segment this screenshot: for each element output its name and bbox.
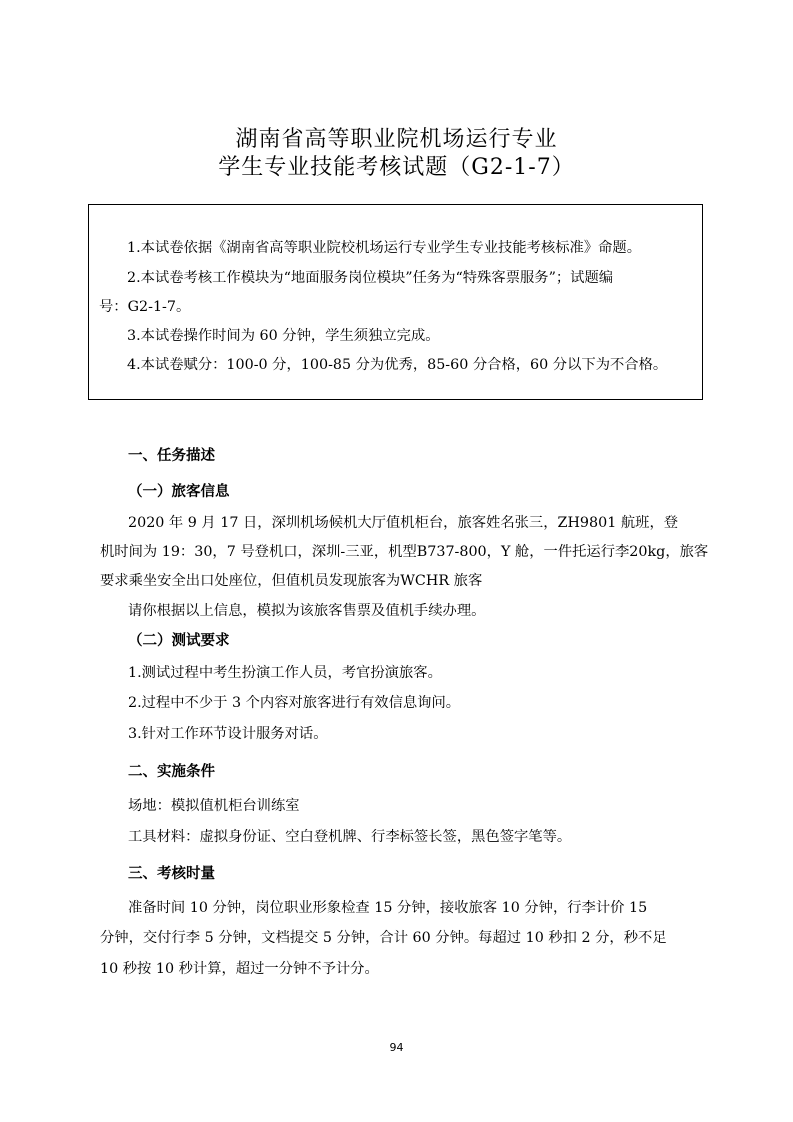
- document-title-line1: 湖南省高等职业院机场运行专业: [235, 127, 558, 152]
- time-allocation-line2: 分钟，交付行李 5 分钟，文档提交 5 分钟，合计 60 分钟。每超过 10 秒扣 2 分，秒不足: [100, 930, 667, 946]
- document-title-line2: 学生专业技能考核试题（G2-1-7）: [218, 155, 575, 180]
- notice-item-2-line1: 2.本试卷考核工作模块为“地面服务岗位模块”任务为“特殊客票服务”；试题编: [127, 270, 614, 286]
- subsection-1-heading: （一）旅客信息: [128, 484, 230, 500]
- passenger-info-line2: 机时间为 19：30，7 号登机口，深圳-三亚，机型B737-800，Y 舱，一件托运行李20kg，旅客: [100, 544, 709, 560]
- exam-notice-box: [88, 204, 703, 400]
- task-instruction: 请你根据以上信息，模拟为该旅客售票及值机手续办理。: [128, 603, 486, 619]
- section-2-heading: 二、实施条件: [128, 764, 215, 780]
- notice-item-3: 3.本试卷操作时间为 60 分钟，学生须独立完成。: [127, 328, 440, 344]
- section-1-heading: 一、任务描述: [128, 448, 215, 464]
- time-allocation-line3: 10 秒按 10 秒计算，超过一分钟不予计分。: [100, 961, 379, 977]
- tools-text: 工具材料：虚拟身份证、空白登机牌、行李标签长签，黑色签字笔等。: [128, 829, 572, 845]
- venue-text: 场地：模拟值机柜台训练室: [128, 798, 300, 814]
- subsection-2-heading: （二）测试要求: [128, 633, 230, 649]
- requirement-item-1: 1.测试过程中考生扮演工作人员，考官扮演旅客。: [128, 665, 442, 681]
- page-number: 94: [389, 1041, 404, 1054]
- passenger-info-line3: 要求乘坐安全出口处座位，但值机员发现旅客为WCHR 旅客: [100, 573, 483, 589]
- notice-item-4: 4.本试卷赋分：100-0 分，100-85 分为优秀，85-60 分合格，60 分以下为不合格。: [127, 357, 668, 373]
- time-allocation-line1: 准备时间 10 分钟，岗位职业形象检查 15 分钟，接收旅客 10 分钟，行李计价 15: [128, 900, 648, 916]
- notice-item-1: 1.本试卷依据《湖南省高等职业院校机场运行专业学生专业技能考核标准》命题。: [127, 240, 642, 256]
- section-3-heading: 三、考核时量: [128, 866, 215, 882]
- notice-item-2-line2: 号：G2-1-7。: [99, 299, 191, 315]
- passenger-info-line1: 2020 年 9 月 17 日，深圳机场候机大厅值机柜台，旅客姓名张三，ZH9801 航班，登: [128, 515, 679, 531]
- requirement-item-2: 2.过程中不少于 3 个内容对旅客进行有效信息询问。: [128, 695, 461, 711]
- requirement-item-3: 3.针对工作环节设计服务对话。: [128, 726, 328, 742]
